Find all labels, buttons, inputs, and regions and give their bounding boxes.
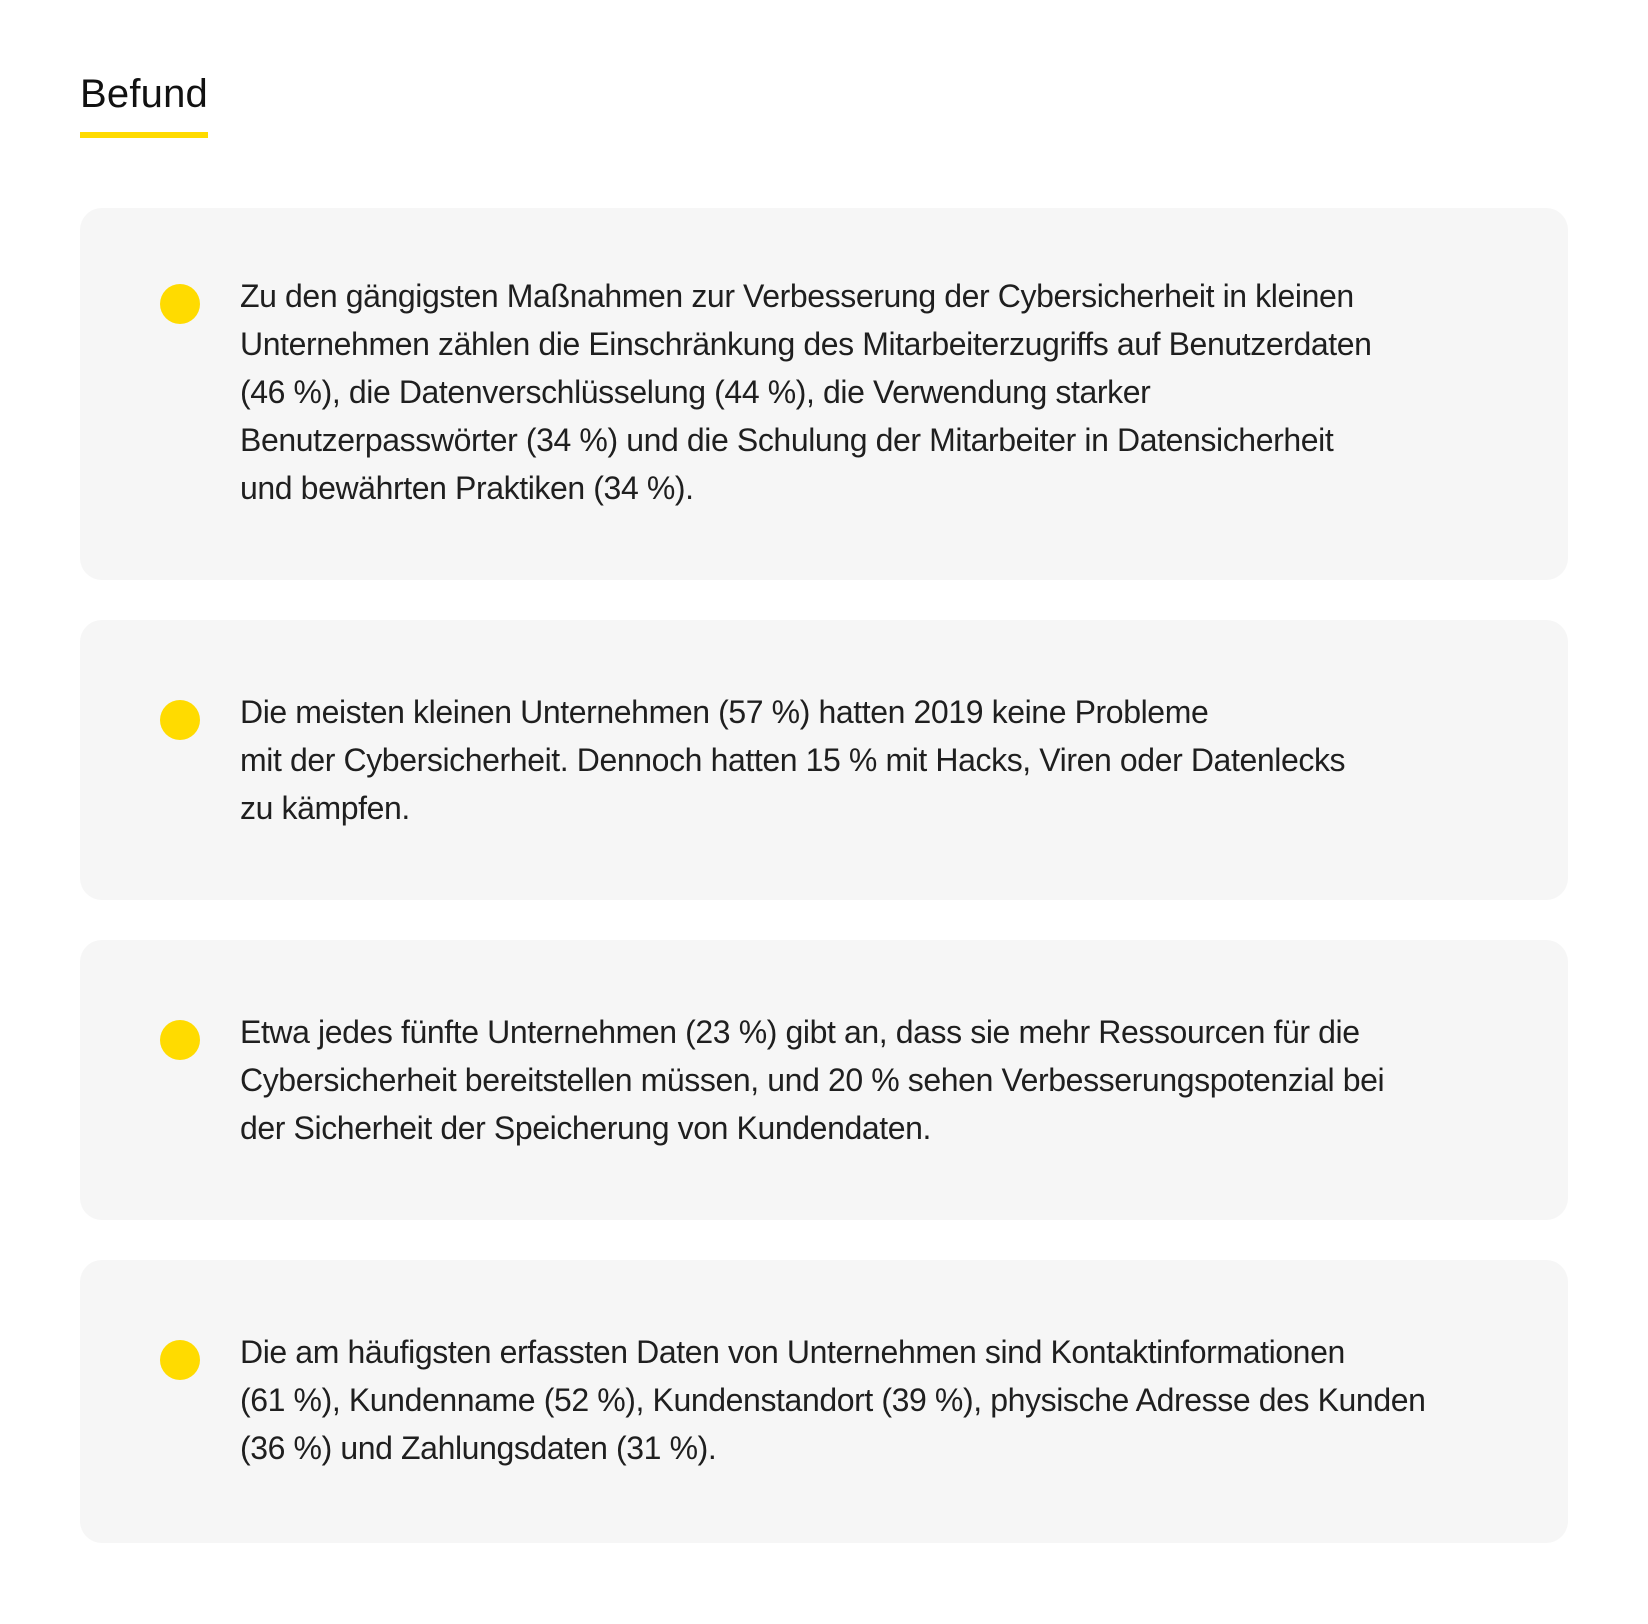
- bullet-dot-icon: [160, 1020, 200, 1060]
- finding-line: Unternehmen zählen die Einschränkung des Mitarbeiterzugriffs auf Benutzerdaten: [240, 326, 1372, 362]
- finding-line: Etwa jedes fünfte Unternehmen (23 %) gibt an, dass sie mehr Ressourcen für die: [240, 1014, 1360, 1050]
- section-header: [80, 70, 208, 138]
- bullet-dot-icon: [160, 700, 200, 740]
- finding-text: [240, 272, 1470, 512]
- finding-line: (61 %), Kundenname (52 %), Kundenstandort (39 %), physische Adresse des Kunden: [240, 1382, 1426, 1418]
- finding-text: [240, 1328, 1470, 1472]
- finding-line: und bewährten Praktiken (34 %).: [240, 470, 694, 506]
- bullet-dot-icon: [160, 1340, 200, 1380]
- finding-card-4: [80, 1260, 1568, 1543]
- finding-text: [240, 688, 1470, 832]
- finding-card-2: [80, 620, 1568, 900]
- finding-line: Zu den gängigsten Maßnahmen zur Verbesserung der Cybersicherheit in kleinen: [240, 278, 1354, 314]
- section-title: Befund: [80, 72, 208, 116]
- finding-line: Benutzerpasswörter (34 %) und die Schulung der Mitarbeiter in Datensicherheit: [240, 422, 1334, 458]
- title-underline: [80, 132, 208, 138]
- finding-line: Cybersicherheit bereitstellen müssen, und 20 % sehen Verbesserungspotenzial bei: [240, 1062, 1385, 1098]
- finding-line: (36 %) und Zahlungsdaten (31 %).: [240, 1430, 717, 1466]
- finding-card-1: [80, 208, 1568, 580]
- finding-line: zu kämpfen.: [240, 790, 410, 826]
- finding-line: der Sicherheit der Speicherung von Kundendaten.: [240, 1110, 932, 1146]
- finding-line: mit der Cybersicherheit. Dennoch hatten 15 % mit Hacks, Viren oder Datenlecks: [240, 742, 1346, 778]
- finding-line: (46 %), die Datenverschlüsselung (44 %), die Verwendung starker: [240, 374, 1151, 410]
- finding-card-3: [80, 940, 1568, 1220]
- finding-line: Die meisten kleinen Unternehmen (57 %) hatten 2019 keine Probleme: [240, 694, 1209, 730]
- finding-text: [240, 1008, 1470, 1152]
- finding-line: Die am häufigsten erfassten Daten von Unternehmen sind Kontaktinformationen: [240, 1334, 1345, 1370]
- bullet-dot-icon: [160, 284, 200, 324]
